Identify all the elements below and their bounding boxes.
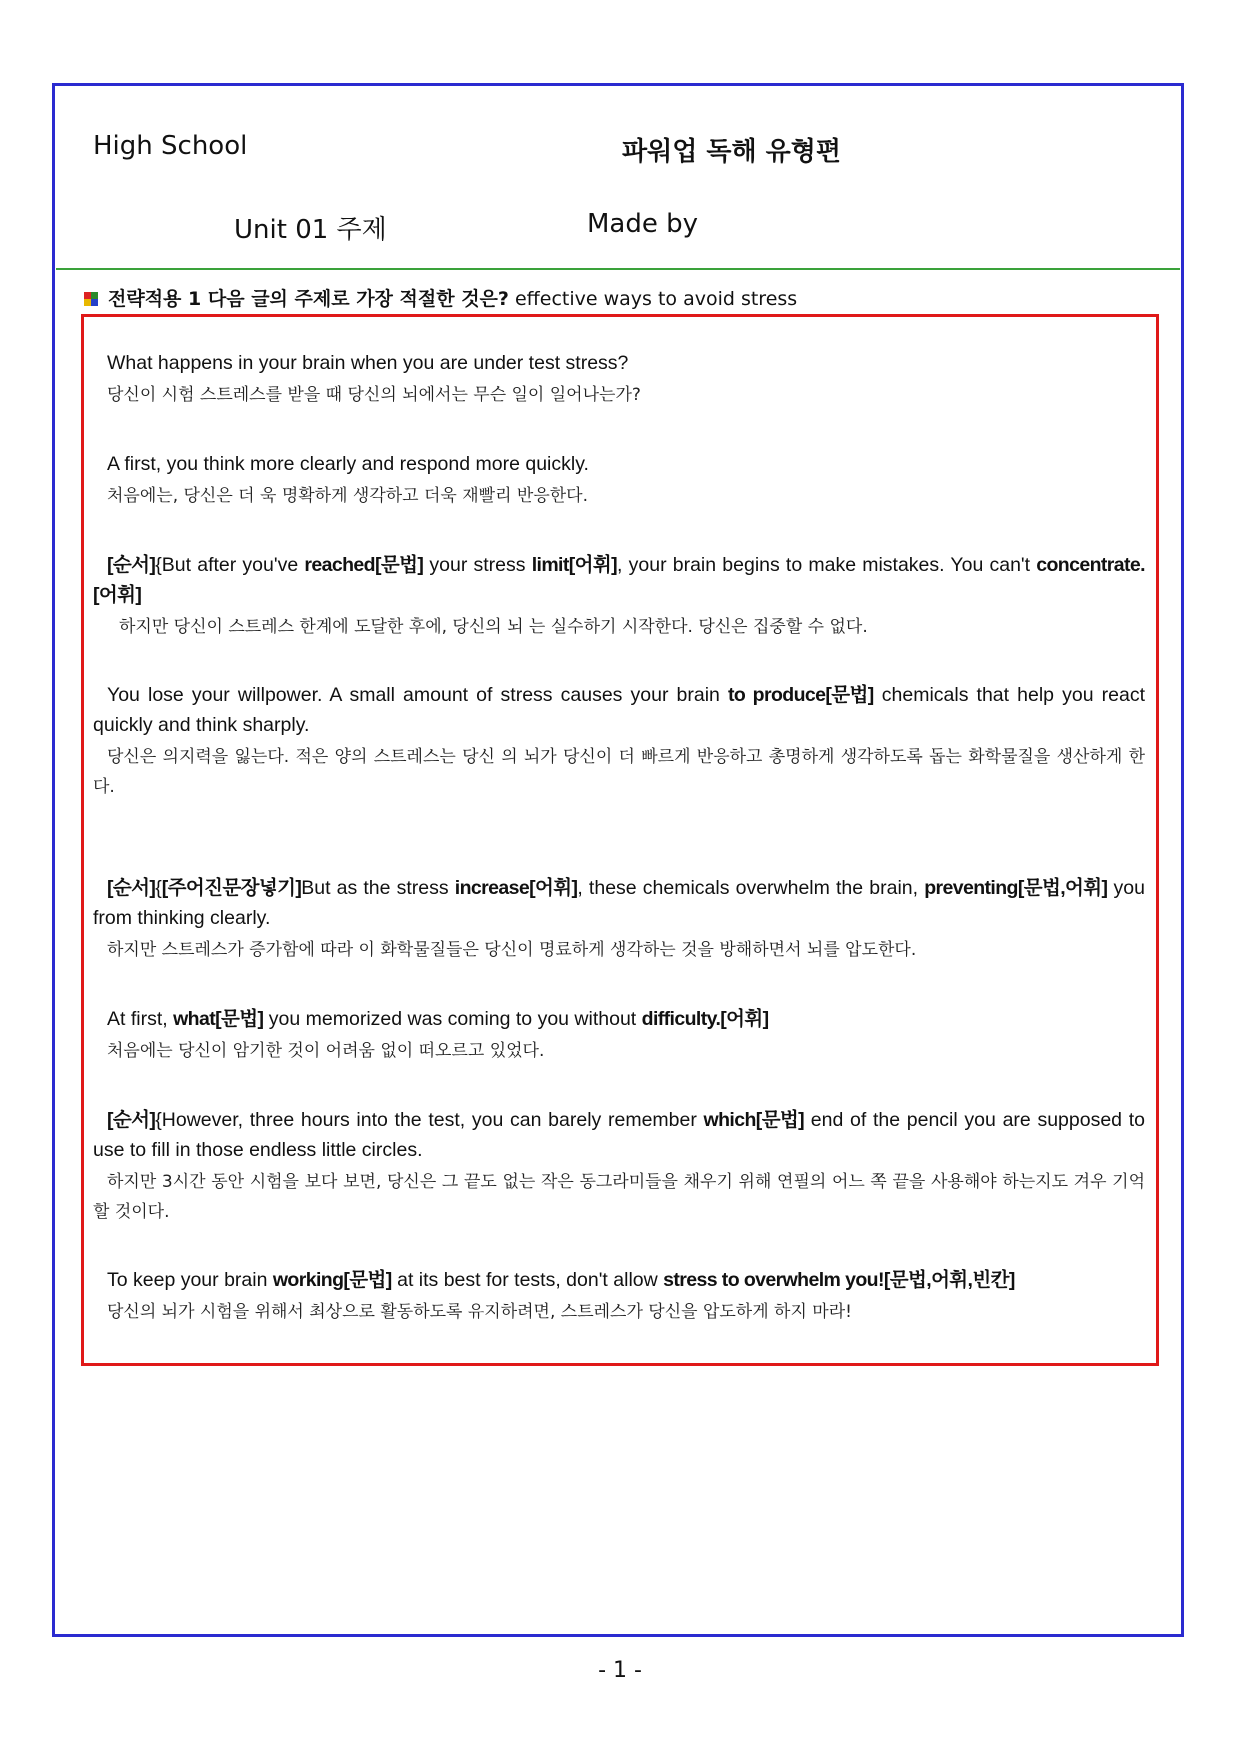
order-tag: [순서] <box>107 554 156 576</box>
unit-label: Unit 01 주제 <box>234 215 387 245</box>
question-label: 전략적용 1 다음 글의 주제로 가장 적절한 것은? <box>108 288 509 310</box>
paragraph-8 <box>93 1265 1145 1327</box>
paragraph-korean: 하지만 3시간 동안 시험을 보다 보면, 당신은 그 끝도 없는 작은 동그라미들을 채우기 위해 연필의 어느 쪽 끝을 사용해야 하는지도 겨우 기억 할 것이다. <box>93 1172 1145 1222</box>
keyword: preventing[문법,어휘] <box>924 877 1108 899</box>
text-run: At first, <box>107 1008 174 1030</box>
book-title: 파워업 독해 유형편 <box>622 137 842 167</box>
question-bullet-icon <box>84 292 98 306</box>
order-tag: [순서] <box>107 1109 156 1131</box>
paragraph-1 <box>93 348 1145 410</box>
text-run: chemicals that help you react quickly and think sharply. <box>93 684 1146 736</box>
paragraph-korean: 하지만 스트레스가 증가함에 따라 이 화학물질들은 당신이 명료하게 생각하는 것을 방해하면서 뇌를 압도한다. <box>107 940 917 960</box>
text-run: your stress <box>423 554 532 576</box>
text-run: end of the pencil you are supposed to use to fill in those endless little circles. <box>93 1109 1145 1161</box>
text-run: { <box>155 877 162 899</box>
paragraph-2 <box>93 449 1145 511</box>
text-run: {But after you've <box>155 554 305 576</box>
paragraph-korean: 하지만 당신이 스트레스 한계에 도달한 후에, 당신의 뇌 는 실수하기 시작한다. 당신은 집중할 수 없다. <box>119 617 868 637</box>
text-run: But as the stress <box>301 877 455 899</box>
made-by-label: Made by <box>587 209 699 239</box>
page-number: - 1 - <box>598 1658 642 1683</box>
text-run: at its best for tests, don't allow <box>391 1269 664 1291</box>
text-run: , these chemicals overwhelm the brain, <box>577 877 925 899</box>
paragraph-5 <box>93 873 1145 965</box>
text-run: {However, three hours into the test, you can barely remember <box>155 1109 704 1131</box>
keyword: increase[어휘] <box>454 877 578 899</box>
text-run: To keep your brain <box>107 1269 273 1291</box>
paragraph-korean: 처음에는 당신이 암기한 것이 어려움 없이 떠오르고 있었다. <box>107 1041 545 1061</box>
paragraph-4 <box>93 680 1145 802</box>
keyword: difficulty.[어휘] <box>641 1008 769 1030</box>
keyword: working[문법] <box>272 1269 392 1291</box>
paragraph-korean: 당신이 시험 스트레스를 받을 때 당신의 뇌에서는 무슨 일이 일어나는가? <box>107 385 641 405</box>
paragraph-6 <box>93 1004 1145 1066</box>
text-run: You lose your willpower. A small amount of stress causes your brain <box>107 684 728 706</box>
paragraph-english <box>93 1004 1145 1034</box>
text-run: you memorized was coming to you without <box>263 1008 642 1030</box>
question-answer: effective ways to avoid stress <box>514 288 798 310</box>
paragraph-english <box>93 1105 1145 1165</box>
keyword: stress to overwhelm you![문법,어휘,빈칸] <box>663 1269 1015 1291</box>
paragraph-english <box>93 873 1145 933</box>
keyword: what[문법] <box>173 1008 264 1030</box>
paragraph-korean: 처음에는, 당신은 더 욱 명확하게 생각하고 더욱 재빨리 반응한다. <box>107 486 589 506</box>
paragraph-english <box>93 550 1145 610</box>
paragraph-7 <box>93 1105 1145 1227</box>
paragraph-korean: 당신은 의지력을 잃는다. 적은 양의 스트레스는 당신 의 뇌가 당신이 더 빠르게 반응하고 총명하게 생각하도록 돕는 화학물질을 생산하게 한다. <box>93 747 1145 797</box>
keyword: reached[문법] <box>304 554 424 576</box>
text-run: , your brain begins to make mistakes. You can't <box>617 554 1037 576</box>
paragraph-english <box>93 680 1145 740</box>
keyword: which[문법] <box>703 1109 805 1131</box>
paragraph-english: A first, you think more clearly and respond more quickly. <box>107 453 589 475</box>
order-tag: [순서] <box>107 877 156 899</box>
keyword: to produce[문법] <box>727 684 874 706</box>
paragraph-english <box>93 1265 1145 1295</box>
school-label: High School <box>93 131 248 161</box>
paragraph-korean: 당신의 뇌가 시험을 위해서 최상으로 활동하도록 유지하려면, 스트레스가 당신을 압도하게 하지 마라! <box>107 1302 852 1322</box>
keyword: concentrate.[어휘] <box>93 554 1145 606</box>
insert-sentence-tag: [주어진문장넣기] <box>161 877 302 899</box>
paragraph-english: What happens in your brain when you are under test stress? <box>107 352 629 374</box>
paragraph-3 <box>93 550 1145 642</box>
header-divider <box>56 268 1180 270</box>
question-line <box>84 284 797 311</box>
keyword: limit[어휘] <box>531 554 618 576</box>
text-run: you from thinking clearly. <box>93 877 1145 929</box>
